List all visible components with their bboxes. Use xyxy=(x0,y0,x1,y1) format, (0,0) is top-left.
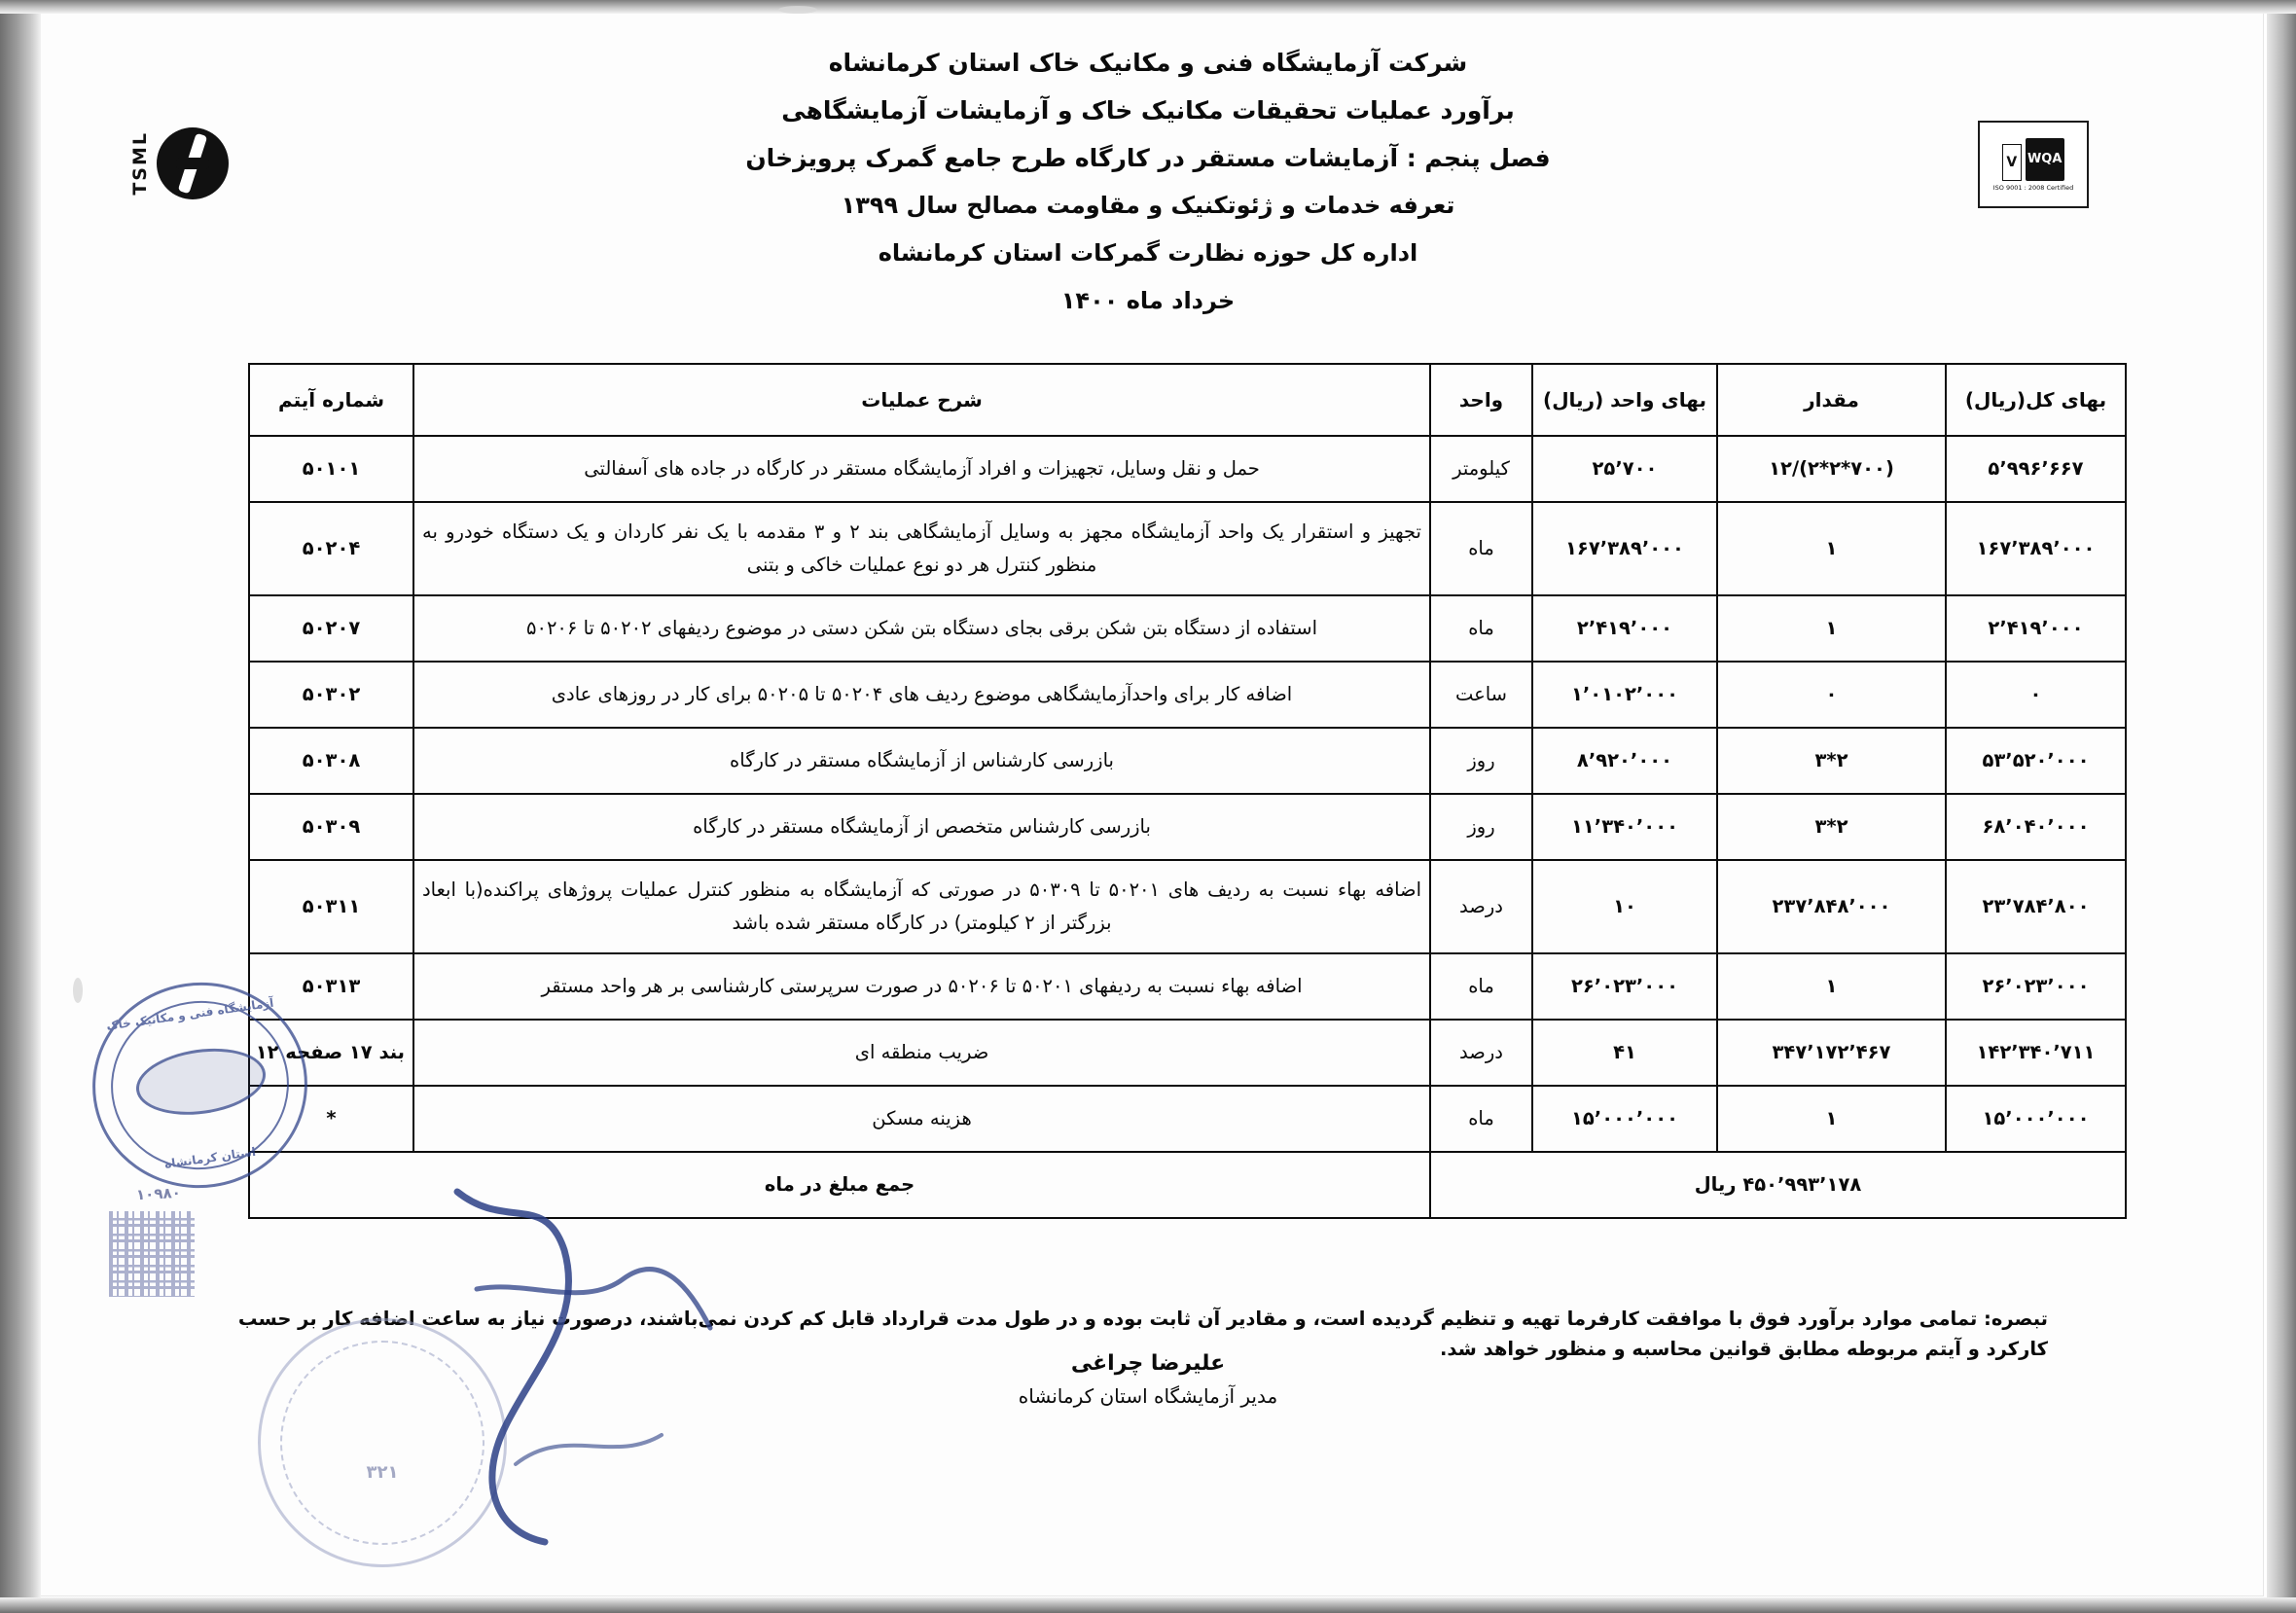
cell-quantity: ۰ xyxy=(1717,662,1946,728)
cell-unit-price: ۲۵٬۷۰۰ xyxy=(1532,436,1717,502)
round-stamp-number: ۳۲۱ xyxy=(366,1462,399,1483)
cell-unit-price: ۱۱٬۳۴۰٬۰۰۰ xyxy=(1532,794,1717,860)
cell-description: بازرسی کارشناس از آزمایشگاه مستقر در کارگاه xyxy=(413,728,1430,794)
cell-unit: ماه xyxy=(1430,595,1532,662)
cell-description: اضافه کار برای واحدآزمایشگاهی موضوع ردیف های ۵۰۲۰۴ تا ۵۰۲۰۵ برای کار در روزهای عادی xyxy=(413,662,1430,728)
column-header-description: شرح عملیات xyxy=(413,364,1430,436)
scan-artifact xyxy=(73,978,83,1003)
cell-total: ۶۸٬۰۴۰٬۰۰۰ xyxy=(1946,794,2126,860)
cell-total: ۰ xyxy=(1946,662,2126,728)
scan-edge-top xyxy=(0,0,2296,14)
cell-description: ضریب منطقه ای xyxy=(413,1020,1430,1086)
summary-value: ۴۵۰٬۹۹۳٬۱۷۸ ریال xyxy=(1430,1152,2126,1218)
cell-unit: روز xyxy=(1430,794,1532,860)
tsml-logo-text: TSML xyxy=(129,130,151,196)
table-row xyxy=(249,953,2126,1020)
cell-unit-price: ۱۰ xyxy=(1532,860,1717,953)
cell-unit: درصد xyxy=(1430,860,1532,953)
qr-code-number: ۱۰۹۸۰ xyxy=(135,1183,182,1204)
wqa-mark-icon: WQA xyxy=(2026,138,2064,181)
header-line-4: تعرفه خدمات و ژئوتکنیک و مقاومت مصالح سال ۱۳۹۹ xyxy=(841,192,1455,219)
cell-item-no: ۵۰۲۰۷ xyxy=(249,595,413,662)
cell-unit: ماه xyxy=(1430,502,1532,595)
cell-unit-price: ۱٬۰۱۰۲٬۰۰۰ xyxy=(1532,662,1717,728)
scan-artifact xyxy=(778,6,817,14)
table-body xyxy=(249,436,2126,1218)
column-header-quantity: مقدار xyxy=(1717,364,1946,436)
document-header xyxy=(0,39,2296,325)
cell-total: ۲۳٬۷۸۴٬۸۰۰ xyxy=(1946,860,2126,953)
cell-description: استفاده از دستگاه بتن شکن برقی بجای دستگاه بتن شکن دستی در موضوع ردیفهای ۵۰۲۰۲ تا ۵۰۲۰۶ xyxy=(413,595,1430,662)
header-line-2: برآورد عملیات تحقیقات مکانیک خاک و آزمایشات آزمایشگاهی xyxy=(781,96,1515,125)
table-row xyxy=(249,662,2126,728)
cell-quantity: ۱ xyxy=(1717,1086,1946,1152)
oval-stamp-core xyxy=(132,1041,270,1123)
wqa-caption: ISO 9001 : 2008 Certified xyxy=(1992,183,2074,192)
cell-total: ۵٬۹۹۶٬۶۶۷ xyxy=(1946,436,2126,502)
cell-item-no: ۵۰۳۰۸ xyxy=(249,728,413,794)
column-header-item-no: شماره آیتم xyxy=(249,364,413,436)
cell-item-no: ۵۰۳۱۱ xyxy=(249,860,413,953)
cell-description: بازرسی کارشناس متخصص از آزمایشگاه مستقر در کارگاه xyxy=(413,794,1430,860)
table-row xyxy=(249,1020,2126,1086)
cell-unit: درصد xyxy=(1430,1020,1532,1086)
cell-item-no: ۵۰۱۰۱ xyxy=(249,436,413,502)
cell-description: تجهیز و استقرار یک واحد آزمایشگاه مجهز به وسایل آزمایشگاهی بند ۲ و ۳ مقدمه با یک نفر کاردان و یک دستگاه خودرو به منظور کنترل هر دو نوع عملیات خاکی و بتنی xyxy=(413,502,1430,595)
table-row xyxy=(249,860,2126,953)
cell-description: اضافه بهاء نسبت به ردیفهای ۵۰۲۰۱ تا ۵۰۲۰۶ در صورت سرپرستی کارشناسی بر هر واحد مستقر xyxy=(413,953,1430,1020)
cell-item-no: ۵۰۳۱۳ xyxy=(249,953,413,1020)
column-header-total: بهای کل(ریال) xyxy=(1946,364,2126,436)
table-summary-row xyxy=(249,1152,2126,1218)
cell-total: ۱۶۷٬۳۸۹٬۰۰۰ xyxy=(1946,502,2126,595)
cell-total: ۵۳٬۵۲۰٬۰۰۰ xyxy=(1946,728,2126,794)
cell-total: ۱۵٬۰۰۰٬۰۰۰ xyxy=(1946,1086,2126,1152)
summary-label: جمع مبلغ در ماه xyxy=(249,1152,1430,1218)
table-row xyxy=(249,502,2126,595)
cell-unit: روز xyxy=(1430,728,1532,794)
tsml-logo xyxy=(102,117,229,209)
cell-total: ۱۴۲٬۳۴۰٬۷۱۱ xyxy=(1946,1020,2126,1086)
cell-total: ۲٬۴۱۹٬۰۰۰ xyxy=(1946,595,2126,662)
cell-unit-price: ۲٬۴۱۹٬۰۰۰ xyxy=(1532,595,1717,662)
table-row xyxy=(249,794,2126,860)
oval-stamp-bottom-text: استان کرمانشاه xyxy=(163,1144,257,1171)
footnote-text: تبصره: تمامی موارد برآورد فوق با موافقت کارفرما تهیه و تنظیم گردیده است، و مقادیر آن ثابت بوده و در طول مدت قرارداد قابل کم کردن نمی‌باشند، درصورت نیاز به ساعت اضافه کار بر حسب کارکرد و آیتم مربوطه مطابق قوانین محاسبه و منظور خواهد شد. xyxy=(237,1308,2048,1361)
header-line-3: فصل پنجم : آزمایشات مستقر در کارگاه طرح جامع گمرک پرویزخان xyxy=(745,144,1551,172)
scan-edge-bottom xyxy=(0,1597,2296,1613)
cell-quantity: ۱ xyxy=(1717,953,1946,1020)
table-row xyxy=(249,595,2126,662)
cell-unit-price: ۱۵٬۰۰۰٬۰۰۰ xyxy=(1532,1086,1717,1152)
cell-quantity: ۱ xyxy=(1717,595,1946,662)
cell-quantity: ۳۴۷٬۱۷۲٬۴۶۷ xyxy=(1717,1020,1946,1086)
header-date: خرداد ماه ۱۴۰۰ xyxy=(1060,287,1236,314)
cell-item-no: ۵۰۲۰۴ xyxy=(249,502,413,595)
cell-quantity: ۲۳۷٬۸۴۸٬۰۰۰ xyxy=(1717,860,1946,953)
header-line-1: شرکت آزمایشگاه فنی و مکانیک خاک استان کرمانشاه xyxy=(828,49,1468,77)
cell-unit: ماه xyxy=(1430,953,1532,1020)
cell-unit: ماه xyxy=(1430,1086,1532,1152)
cell-quantity: ۲*۳ xyxy=(1717,794,1946,860)
table-row xyxy=(249,728,2126,794)
signatory-title: مدیر آزمایشگاه استان کرمانشاه xyxy=(1018,1384,1278,1408)
cell-description: حمل و نقل وسایل، تجهیزات و افراد آزمایشگاه مستقر در کارگاه در جاده های آسفالتی xyxy=(413,436,1430,502)
cell-unit: کیلومتر xyxy=(1430,436,1532,502)
cell-quantity: ۱ xyxy=(1717,502,1946,595)
column-header-unit-price: بهای واحد (ریال) xyxy=(1532,364,1717,436)
cell-item-no: * xyxy=(249,1086,413,1152)
column-header-unit: واحد xyxy=(1430,364,1532,436)
cell-description: هزینه مسکن xyxy=(413,1086,1430,1152)
tsml-disc-icon xyxy=(157,127,229,199)
table-header-row xyxy=(249,364,2126,436)
cell-description: اضافه بهاء نسبت به ردیف های ۵۰۲۰۱ تا ۵۰۳۰۹ در صورتی که آزمایشگاه به منظور کنترل عملیات پروژهای پراکنده(با ابعاد بزرگتر از ۲ کیلومتر) در کارگاه مستقر شده باشد xyxy=(413,860,1430,953)
cell-unit-price: ۲۶٬۰۲۳٬۰۰۰ xyxy=(1532,953,1717,1020)
cell-unit-price: ۸٬۹۲۰٬۰۰۰ xyxy=(1532,728,1717,794)
header-line-5: اداره کل حوزه نظارت گمرکات استان کرمانشاه xyxy=(878,239,1418,267)
cell-unit: ساعت xyxy=(1430,662,1532,728)
cell-unit-price: ۴۱ xyxy=(1532,1020,1717,1086)
cell-quantity: ۲*۳ xyxy=(1717,728,1946,794)
oval-stamp-top-text: آزمایشگاه فنی و مکانیک خاک xyxy=(105,995,275,1033)
cell-unit-price: ۱۶۷٬۳۸۹٬۰۰۰ xyxy=(1532,502,1717,595)
signatory-name: علیرضا چراغی xyxy=(1070,1351,1226,1376)
wqa-certification-logo xyxy=(1978,121,2089,208)
round-stamp xyxy=(258,1318,507,1567)
table-row xyxy=(249,436,2126,502)
cell-item-no: ۵۰۳۰۲ xyxy=(249,662,413,728)
cell-item-no: بند ۱۷ صفحه ۱۲ xyxy=(249,1020,413,1086)
cell-total: ۲۶٬۰۲۳٬۰۰۰ xyxy=(1946,953,2126,1020)
wqa-text-icon: V xyxy=(2002,144,2021,181)
tariff-table xyxy=(248,363,2127,1219)
table-row xyxy=(249,1086,2126,1152)
qr-code xyxy=(109,1211,195,1297)
cell-item-no: ۵۰۳۰۹ xyxy=(249,794,413,860)
cell-quantity: (۷۰۰*۲*۲)/۱۲ xyxy=(1717,436,1946,502)
